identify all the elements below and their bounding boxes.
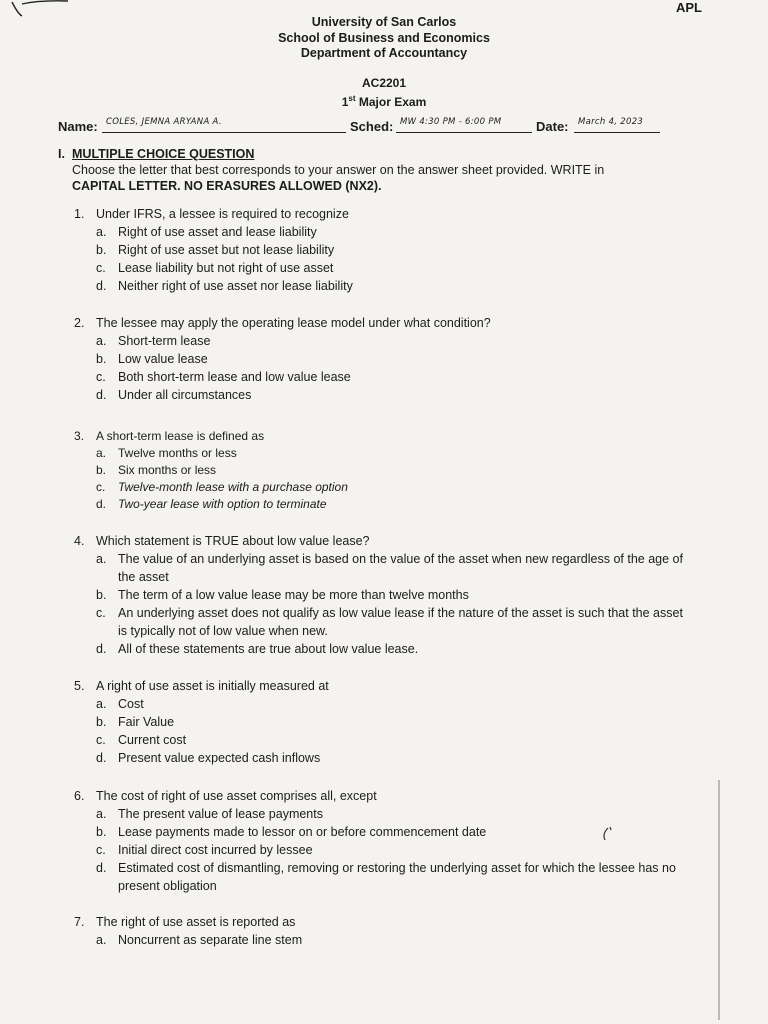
page-edge-shadow <box>718 780 720 1020</box>
option-c[interactable]: c. Twelve-month lease with a purchase option <box>96 480 348 494</box>
option-a[interactable]: a. Noncurrent as separate line stem <box>96 933 303 947</box>
option-d[interactable]: d. Neither right of use asset nor lease liability <box>96 279 353 293</box>
question-stem: Under IFRS, a lessee is required to recognize <box>96 207 349 221</box>
school-name: School of Business and Economics <box>278 30 490 45</box>
question-stem: A short-term lease is defined as <box>96 429 265 443</box>
option-a[interactable]: a. Cost <box>96 697 144 711</box>
date-field[interactable]: March 4, 2023 <box>574 117 660 133</box>
question-stem: A right of use asset is initially measured at <box>96 679 329 693</box>
option-b[interactable]: b. Low value lease <box>96 352 208 366</box>
option-b[interactable]: b. Right of use asset but not lease liability <box>96 243 335 257</box>
name-label: Name: <box>58 119 98 134</box>
section-heading <box>58 147 708 161</box>
option-c[interactable]: c. Lease liability but not right of use asset <box>96 261 334 275</box>
question-stem: Which statement is TRUE about low value lease? <box>96 534 370 548</box>
option-b[interactable]: b. The term of a low value lease may be more than twelve months <box>96 588 469 602</box>
student-info-row <box>58 117 698 139</box>
option-c[interactable]: c. Initial direct cost incurred by lessee <box>96 843 313 857</box>
instruction-bold-text: CAPITAL LETTER. NO ERASURES ALLOWED (NX2). <box>72 178 382 193</box>
sched-field[interactable]: MW 4:30 PM - 6:00 PM <box>396 117 532 133</box>
option-a[interactable]: a. The present value of lease payments <box>96 807 323 821</box>
option-b[interactable]: b. Lease payments made to lessor on or before commencement date <box>96 825 487 839</box>
option-b[interactable]: b. Fair Value <box>96 715 175 729</box>
question-6: 6. The cost of right of use asset comprises all, except a. The present value of lease payments b. Lease payments made to lessor on or before commencement date c. Initial direct cost incurred by lessee d. Estimated cost of dismantling, removing or restoring the underlying asset for which the lessee has no present obligation <box>74 787 694 895</box>
date-label: Date: <box>536 119 569 134</box>
pen-tick-icon <box>600 826 614 844</box>
option-c[interactable]: c. Both short-term lease and low value lease <box>96 370 351 384</box>
option-c[interactable]: c. An underlying asset does not qualify as low value lease if the nature of the asset is such that the asset is typically not of low value when new. <box>96 606 683 638</box>
question-stem: The cost of right of use asset comprises all, except <box>96 789 377 803</box>
option-d[interactable]: d. Under all circumstances <box>96 388 252 402</box>
exam-title: 1st Major Exam <box>341 94 427 109</box>
question-4: 4. Which statement is TRUE about low value lease? a. The value of an underlying asset is based on the value of the asset when new regardless of the age of the asset b. The term of a low value lease may be more than twelve months c. An underlying asset does not qualify as low value lease if the nature of the asset is such that the asset is typically not of low value when new. d. All of these statements are true about low value lease. <box>74 532 694 658</box>
question-3: 3. A short-term lease is defined as a. Twelve months or less b. Six months or less c. Twelve-month lease with a purchase option d. Two-year lease with option to terminate <box>74 428 694 513</box>
option-d[interactable]: d. Two-year lease with option to terminate <box>96 497 327 511</box>
exam-header <box>0 15 768 62</box>
question-2: 2. The lessee may apply the operating lease model under what condition? a. Short-term lease b. Low value lease c. Both short-term lease and low value lease d. Under all circumstances <box>74 314 694 404</box>
question-stem: The lessee may apply the operating lease model under what condition? <box>96 316 491 330</box>
instruction-text: Choose the letter that best corresponds to your answer on the answer sheet provided. WRITE in <box>72 163 605 177</box>
department-name: Department of Accountancy <box>300 46 468 60</box>
option-d[interactable]: d. Present value expected cash inflows <box>96 751 321 765</box>
corner-code: APL <box>676 0 702 15</box>
course-block <box>0 76 768 110</box>
option-b[interactable]: b. Six months or less <box>96 463 217 477</box>
option-d[interactable]: d. All of these statements are true about low value lease. <box>96 642 419 656</box>
option-a[interactable]: a. The value of an underlying asset is based on the value of the asset when new regardless of the age of the asset <box>96 552 683 584</box>
instructions <box>72 163 697 194</box>
course-code: AC2201 <box>361 76 407 90</box>
sched-label: Sched: <box>350 119 394 134</box>
section-number: I. <box>58 147 65 161</box>
section-title: MULTIPLE CHOICE QUESTION <box>72 147 255 161</box>
question-1: 1. Under IFRS, a lessee is required to recognize a. Right of use asset and lease liability b. Right of use asset but not lease liability c. Lease liability but not right of use asset d. Neither right of use asset nor lease liability <box>74 205 694 295</box>
option-a[interactable]: a. Right of use asset and lease liability <box>96 225 317 239</box>
option-a[interactable]: a. Short-term lease <box>96 334 211 348</box>
question-stem: The right of use asset is reported as <box>96 915 296 929</box>
option-c[interactable]: c. Current cost <box>96 733 187 747</box>
option-a[interactable]: a. Twelve months or less <box>96 446 237 460</box>
name-field[interactable]: COLES, JEMNA ARYANA A. <box>102 117 346 133</box>
question-7: 7. The right of use asset is reported as a. Noncurrent as separate line stem <box>74 913 694 949</box>
university-name: University of San Carlos <box>311 15 457 29</box>
option-d[interactable]: d. Estimated cost of dismantling, removing or restoring the underlying asset for which the lessee has no present obligation <box>96 861 676 893</box>
question-5: 5. A right of use asset is initially measured at a. Cost b. Fair Value c. Current cost d. Present value expected cash inflows <box>74 677 694 767</box>
